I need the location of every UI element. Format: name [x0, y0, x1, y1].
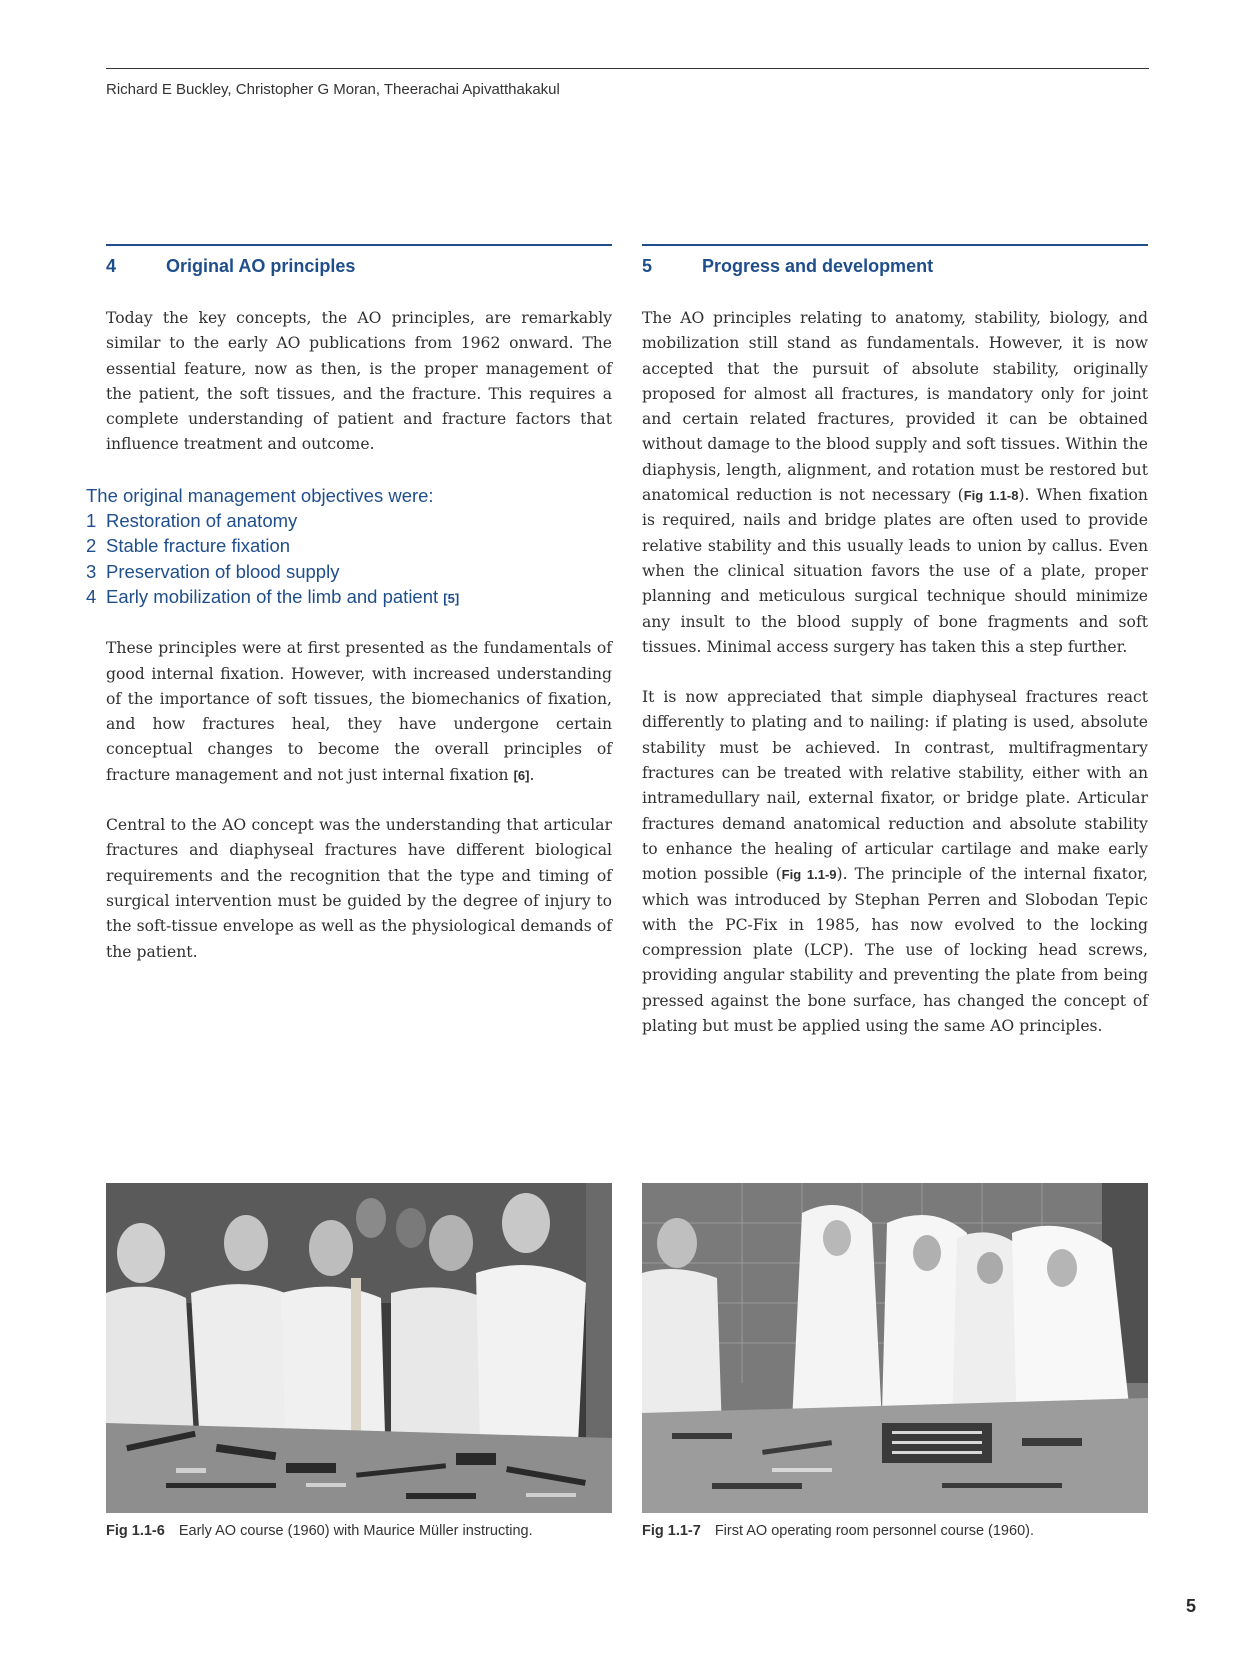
reference: [6] [513, 767, 530, 783]
figure-1-1-7 [642, 1183, 1148, 1539]
paragraph: The AO principles relating to anatomy, stability, biology, and mobilization still stand as fundamentals. However, it is now accepted that the pursuit of absolute stability, originally proposed for almost all fractures, is mandatory only for joint and certain related fractures, provided it can be obtained without damage to the blood supply and soft tissues. Within the diaphysis, length, alignment, and rotation must be restored but anatomical reduction is not necessary (Fig 1.1-8). When fixation is required, nails and bridge plates are often used to provide relative stability and this usually leads to union by callus. Even when the clinical situation favors the use of a plate, proper planning and meticulous surgical technique should minimize any insult to the blood supply of bone fragments and soft tissues. Minimal access surgery has taken this a step further. [642, 309, 1148, 656]
figure-caption: Fig 1.1-7 First AO operating room personnel course (1960). [642, 1523, 1034, 1539]
figure-caption: Fig 1.1-6 Early AO course (1960) with Maurice Müller instructing. [106, 1523, 533, 1539]
figure-reference[interactable]: Fig 1.1-8 [963, 488, 1019, 504]
objectives-list [86, 483, 612, 611]
figure-label: Fig 1.1-6 [106, 1523, 165, 1539]
section-heading [642, 244, 1148, 306]
list-item: 1 Restoration of anatomy [86, 510, 298, 532]
section-heading [106, 244, 612, 306]
section-number: 5 [642, 256, 653, 276]
section-original-ao-principles [86, 244, 612, 990]
paragraph: Today the key concepts, the AO principles, are remarkably similar to the early AO publications from 1962 onward. The essential feature, now as then, is the proper management of the patient, the soft tissues, and the fracture. This requires a complete understanding of patient and fracture factors that influence treatment and outcome. [106, 309, 612, 454]
section-title: Progress and development [702, 256, 934, 276]
list-item: 4 Early mobilization of the limb and patient [5] [86, 585, 460, 607]
paragraph: Central to the AO concept was the understanding that articular fractures and diaphyseal fractures have different biological requirements and the recognition that the type and timing of surgical intervention must be guided by the degree of injury to the soft-tissue envelope as well as the physiological demands of the patient. [106, 816, 612, 961]
objectives-heading: The original management objectives were: [86, 484, 434, 506]
authors: Richard E Buckley, Christopher G Moran, Theerachai Apivatthakakul [106, 81, 560, 98]
photo-or-personnel-course [642, 1183, 1148, 1513]
figure-label: Fig 1.1-7 [642, 1523, 701, 1539]
list-item: 3 Preservation of blood supply [86, 560, 340, 582]
page-number: 5 [1186, 1596, 1197, 1616]
list-item: 2 Stable fracture fixation [86, 535, 291, 557]
section-number: 4 [106, 256, 117, 276]
figure-1-1-6 [106, 1183, 612, 1539]
paragraph: It is now appreciated that simple diaphyseal fractures react differently to plating and to nailing: if plating is used, absolute stability must be achieved. In contrast, multifragmentary fractures can be treated with relative stability, either with an intramedullary nail, external fixator, or bridge plate. Articular fractures demand anatomical reduction and absolute stability to enhance the healing of articular cartilage and make early motion possible (Fig 1.1-9). The principle of the internal fixator, which was introduced by Stephan Perren and Slobodan Tepic with the PC-Fix in 1985, has now evolved to the locking compression plate (LCP). The use of locking head screws, providing angular stability and preventing the plate from being pressed against the bone surface, has changed the concept of plating but must be applied using the same AO principles. [642, 688, 1148, 1036]
figure-reference[interactable]: Fig 1.1-9 [781, 867, 837, 883]
running-head [106, 68, 1149, 98]
section-progress-and-development [642, 244, 1148, 1064]
section-title: Original AO principles [166, 256, 356, 276]
photo-early-ao-course [106, 1183, 612, 1513]
reference: [5] [443, 590, 460, 606]
paragraph: These principles were at first presented as the fundamentals of good internal fixation. However, with increased understanding of the importance of soft tissues, the biomechanics of fixation, and how fractures heal, they have undergone certain conceptual changes to become the overall principles of fracture management and not just internal fixation [6]. [106, 639, 612, 784]
